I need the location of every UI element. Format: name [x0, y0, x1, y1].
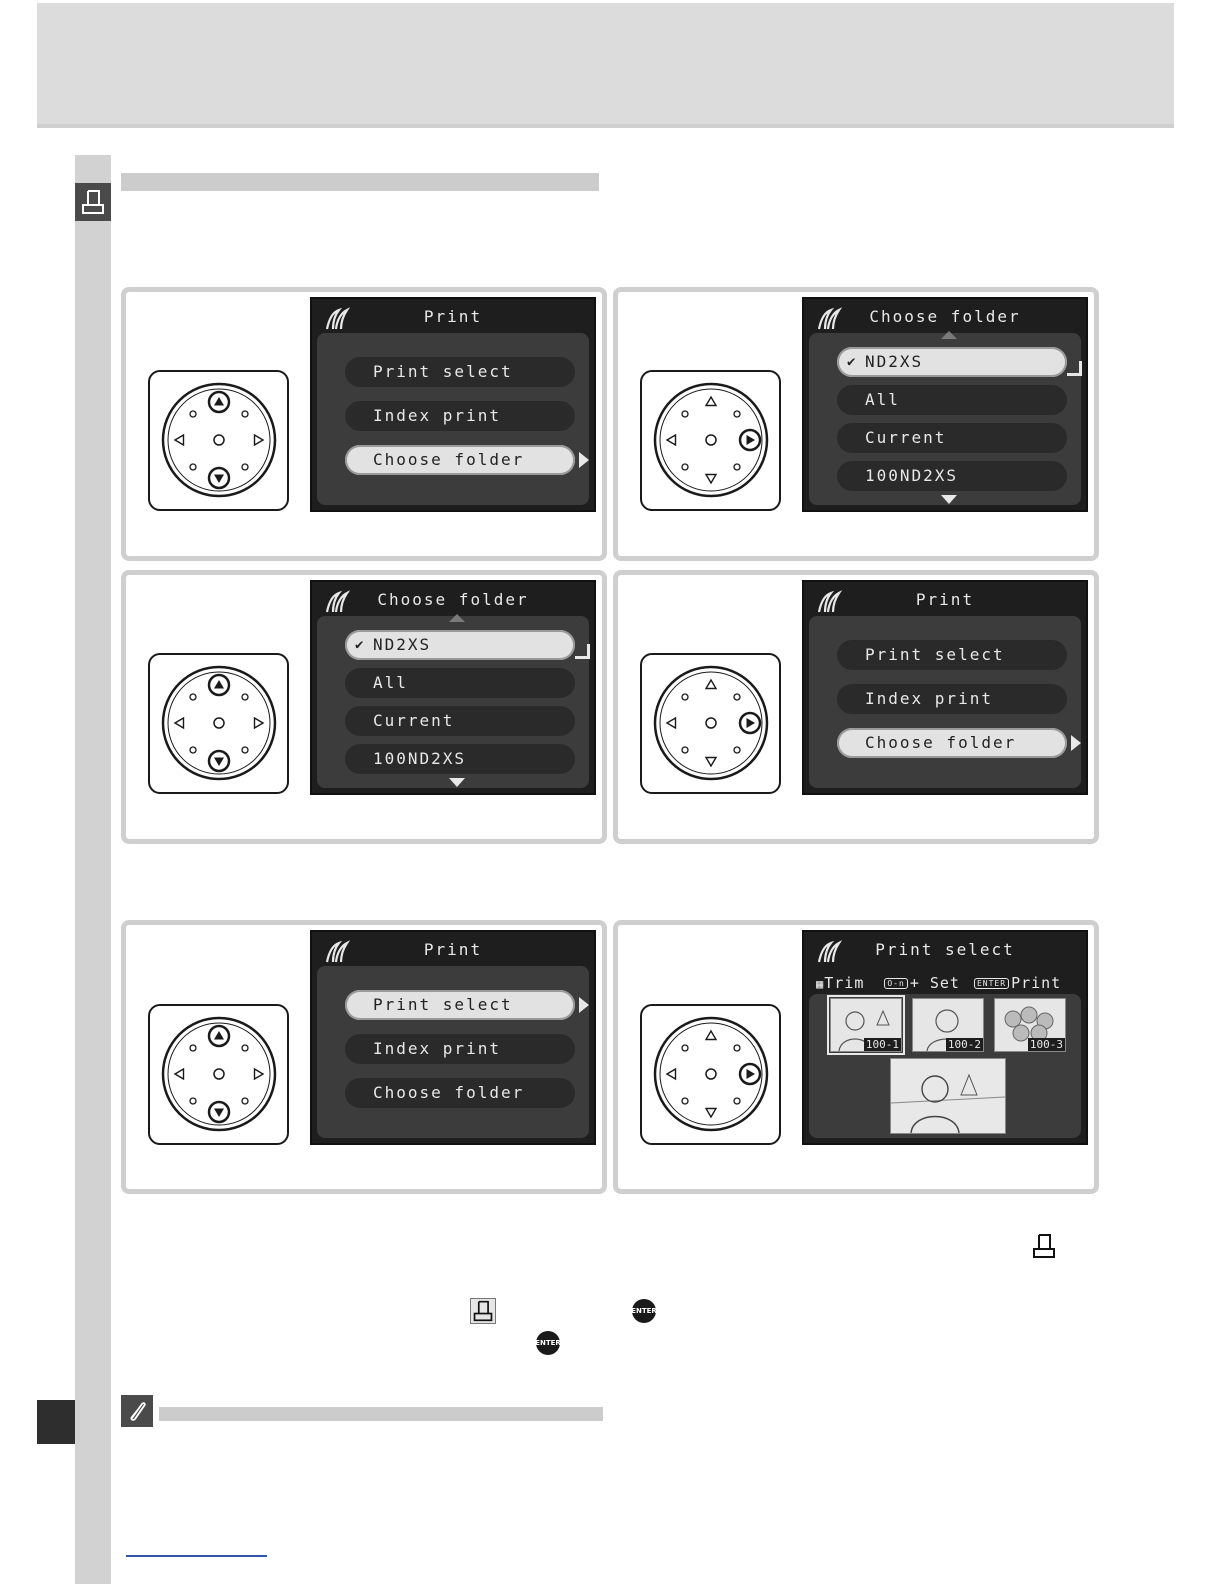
header-band — [37, 3, 1174, 127]
folder-item[interactable] — [837, 385, 1067, 415]
multi-selector-dial — [640, 653, 781, 794]
multi-selector-dial — [640, 1004, 781, 1145]
camera-screen — [310, 930, 596, 1145]
multi-selector-dial — [148, 1004, 289, 1145]
dial-up-arrow — [209, 675, 229, 695]
selection-arrow-icon — [1071, 735, 1081, 751]
check-icon: ✔ — [847, 354, 858, 370]
scroll-up-icon — [449, 614, 465, 622]
chapter-tab — [37, 1400, 75, 1444]
note-heading-bar — [159, 1407, 603, 1421]
folder-item[interactable] — [345, 706, 575, 736]
selection-arrow-icon — [579, 452, 589, 468]
menu-item[interactable]: Choose folder — [345, 445, 575, 475]
multi-selector-dial — [148, 370, 289, 511]
screen-title: Print select — [875, 940, 1015, 959]
image-thumbnail[interactable] — [994, 998, 1066, 1052]
check-icon: ✔ — [355, 637, 366, 653]
menu-item[interactable]: Choose folder — [345, 1078, 575, 1108]
dial-right-arrow — [740, 1064, 760, 1084]
legend-set: + Set — [909, 974, 960, 992]
screen-title: Choose folder — [869, 307, 1021, 326]
print-icon — [1030, 1232, 1058, 1260]
menu-item[interactable]: Choose folder — [837, 728, 1067, 758]
menu-item[interactable]: Print select — [837, 640, 1067, 670]
folder-item[interactable] — [837, 461, 1067, 491]
multi-selector-dial — [640, 370, 781, 511]
footer-link-underline[interactable] — [126, 1555, 267, 1557]
folder-item[interactable] — [837, 423, 1067, 453]
dial-up-arrow — [209, 392, 229, 412]
folder-item-label: Current — [865, 428, 947, 447]
dial-down-arrow — [209, 751, 229, 771]
menu-item[interactable]: Print select — [345, 357, 575, 387]
print-section-tab — [75, 183, 111, 221]
dial-right-arrow — [740, 430, 760, 450]
scroll-up-icon — [941, 331, 957, 339]
screen-title: Choose folder — [377, 590, 529, 609]
camera-screen — [310, 297, 596, 512]
enter-button-icon: ENTER — [536, 1331, 560, 1355]
print-icon — [80, 188, 106, 216]
camera-screen — [310, 580, 596, 795]
folder-item-label: All — [865, 390, 900, 409]
image-thumbnail[interactable] — [830, 998, 902, 1052]
menu-panel — [809, 616, 1081, 788]
selected-image-preview — [890, 1058, 1006, 1134]
print-select-legend — [816, 974, 1061, 992]
pencil-icon — [121, 1395, 153, 1427]
thumbnail-label: 100-1 — [865, 1038, 899, 1051]
folder-item-label: ND2XS — [865, 352, 924, 371]
scroll-down-icon — [449, 778, 465, 787]
menu-panel — [317, 966, 589, 1138]
dial-down-arrow — [209, 468, 229, 488]
enter-button-icon: ENTER — [974, 978, 1009, 989]
enter-return-icon — [575, 644, 590, 659]
folder-item[interactable] — [345, 744, 575, 774]
dial-down-arrow — [209, 1102, 229, 1122]
camera-screen — [802, 297, 1088, 512]
thumbnail-label: 100-3 — [1029, 1038, 1063, 1051]
legend-print: Print — [1011, 974, 1062, 992]
header-band-shadow — [37, 124, 1174, 128]
selection-arrow-icon — [579, 997, 589, 1013]
screen-title: Print — [423, 307, 483, 326]
scroll-down-icon — [941, 495, 957, 504]
legend-trim: Trim — [824, 974, 865, 992]
protect-key-icon: O-n — [884, 978, 907, 989]
side-margin-strip — [75, 155, 111, 1584]
folder-item[interactable] — [345, 668, 575, 698]
folder-item-label: Current — [373, 711, 455, 730]
menu-panel — [317, 333, 589, 505]
menu-item[interactable]: Index print — [345, 1034, 575, 1064]
menu-item[interactable]: Index print — [345, 401, 575, 431]
folder-item[interactable] — [837, 347, 1067, 377]
enter-button-icon: ENTER — [632, 1299, 656, 1323]
folder-item[interactable] — [345, 630, 575, 660]
folder-item-label: 100ND2XS — [373, 749, 467, 768]
multi-selector-dial — [148, 653, 289, 794]
menu-item[interactable]: Print select — [345, 990, 575, 1020]
dial-up-arrow — [209, 1026, 229, 1046]
folder-item-label: All — [373, 673, 408, 692]
screen-title: Print — [423, 940, 483, 959]
menu-panel — [317, 616, 589, 788]
thumbnail-label: 100-2 — [947, 1038, 981, 1051]
image-thumbnail[interactable] — [912, 998, 984, 1052]
menu-panel — [809, 333, 1081, 505]
print-icon — [470, 1298, 496, 1324]
enter-return-icon — [1067, 361, 1082, 376]
camera-screen — [802, 580, 1088, 795]
folder-item-label: ND2XS — [373, 635, 432, 654]
screen-title: Print — [915, 590, 975, 609]
menu-item[interactable]: Index print — [837, 684, 1067, 714]
section-heading-bar — [121, 173, 599, 191]
folder-item-label: 100ND2XS — [865, 466, 959, 485]
trim-icon: ▦ — [816, 977, 825, 991]
camera-screen — [802, 930, 1088, 1145]
dial-right-arrow — [740, 713, 760, 733]
